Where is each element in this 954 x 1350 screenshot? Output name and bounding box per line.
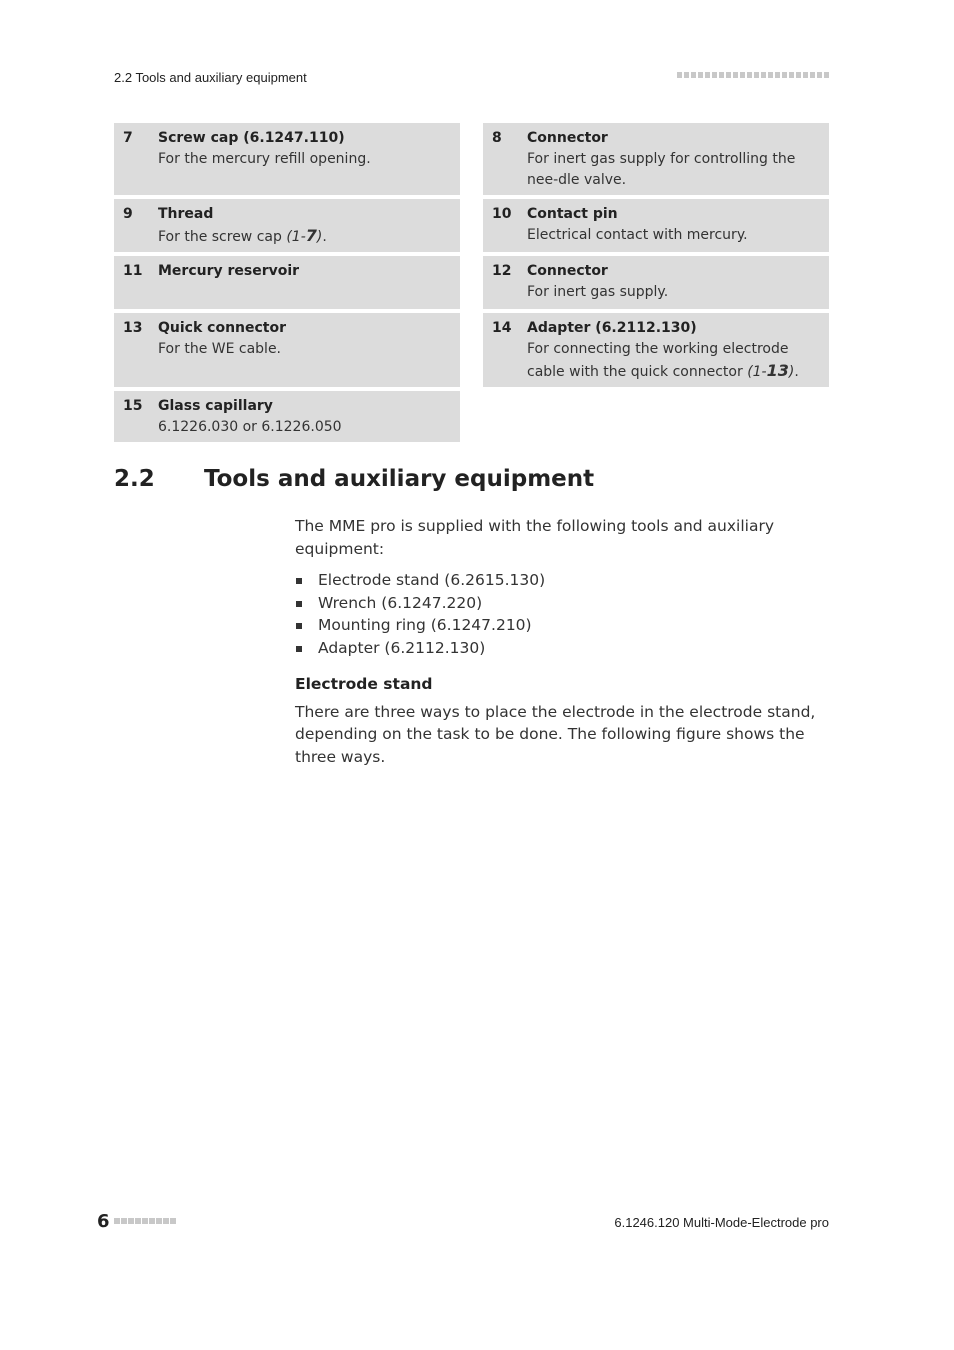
legend-number: 14 — [492, 320, 512, 336]
section-title: Tools and auxiliary equipment — [204, 466, 595, 492]
intro-paragraph: The MME pro is supplied with the following tools and auxiliary equipment: — [295, 517, 774, 558]
legend-title: Thread — [158, 206, 214, 222]
legend-number: 8 — [492, 130, 502, 146]
legend-title: Screw cap (6.1247.110) — [158, 130, 345, 146]
legend-item — [114, 199, 460, 252]
bullet-square-icon — [296, 646, 302, 652]
section-heading — [114, 466, 594, 492]
legend-title: Contact pin — [527, 206, 618, 222]
legend-number: 10 — [492, 206, 512, 222]
legend-description: Electrical contact with mercury. — [527, 227, 748, 243]
legend-description: For the mercury refill opening. — [158, 151, 371, 167]
legend-number: 11 — [123, 263, 143, 279]
subsection-heading: Electrode stand — [295, 675, 433, 693]
bullet-square-icon — [296, 601, 302, 607]
footer-document-title: 6.1246.120 Multi-Mode-Electrode pro — [614, 1215, 829, 1230]
legend-number: 9 — [123, 206, 133, 222]
bullet-square-icon — [296, 578, 302, 584]
legend-item — [483, 199, 829, 252]
header-dot-rule — [677, 72, 830, 78]
legend-table — [114, 123, 829, 442]
legend-number: 7 — [123, 130, 133, 146]
running-header-title: 2.2 Tools and auxiliary equipment — [114, 70, 307, 85]
body-paragraph: There are three ways to place the electrode in the electrode stand, depending on the task to be done. The following figure shows the three ways. — [295, 702, 816, 766]
legend-number: 12 — [492, 263, 512, 279]
footer-dot-rule — [114, 1218, 176, 1224]
list-item: Adapter (6.2112.130) — [295, 637, 835, 660]
legend-title: Connector — [527, 263, 608, 279]
legend-item — [483, 256, 829, 309]
legend-title: Glass capillary — [158, 398, 273, 414]
legend-description: 6.1226.030 or 6.1226.050 — [158, 419, 342, 435]
legend-number: 15 — [123, 398, 143, 414]
legend-description: For the WE cable. — [158, 341, 282, 357]
figure-reference: (1-13) — [747, 361, 795, 380]
figure-reference: (1-7) — [286, 226, 323, 245]
legend-number: 13 — [123, 320, 143, 336]
legend-item — [114, 256, 460, 309]
legend-description: For connecting the working electrode cable with the quick connector (1-13). — [527, 341, 799, 380]
list-item: Mounting ring (6.1247.210) — [295, 614, 835, 637]
bullet-square-icon — [296, 623, 302, 629]
list-item: Electrode stand (6.2615.130) — [295, 569, 835, 592]
legend-title: Quick connector — [158, 320, 287, 336]
legend-item — [114, 391, 460, 442]
legend-title: Connector — [527, 130, 608, 146]
legend-title: Adapter (6.2112.130) — [527, 320, 697, 336]
page-number: 6 — [97, 1211, 110, 1232]
equipment-list — [295, 569, 835, 659]
legend-item — [483, 313, 829, 387]
legend-description: For inert gas supply for controlling the nee-dle valve. — [527, 151, 796, 188]
legend-item — [483, 123, 829, 195]
section-content — [295, 515, 835, 768]
legend-item — [114, 123, 460, 195]
list-item: Wrench (6.1247.220) — [295, 592, 835, 615]
legend-description: For inert gas supply. — [527, 284, 669, 300]
legend-title: Mercury reservoir — [158, 263, 300, 279]
section-number: 2.2 — [114, 466, 155, 492]
legend-description: For the screw cap (1-7). — [158, 226, 327, 245]
legend-item — [114, 313, 460, 387]
